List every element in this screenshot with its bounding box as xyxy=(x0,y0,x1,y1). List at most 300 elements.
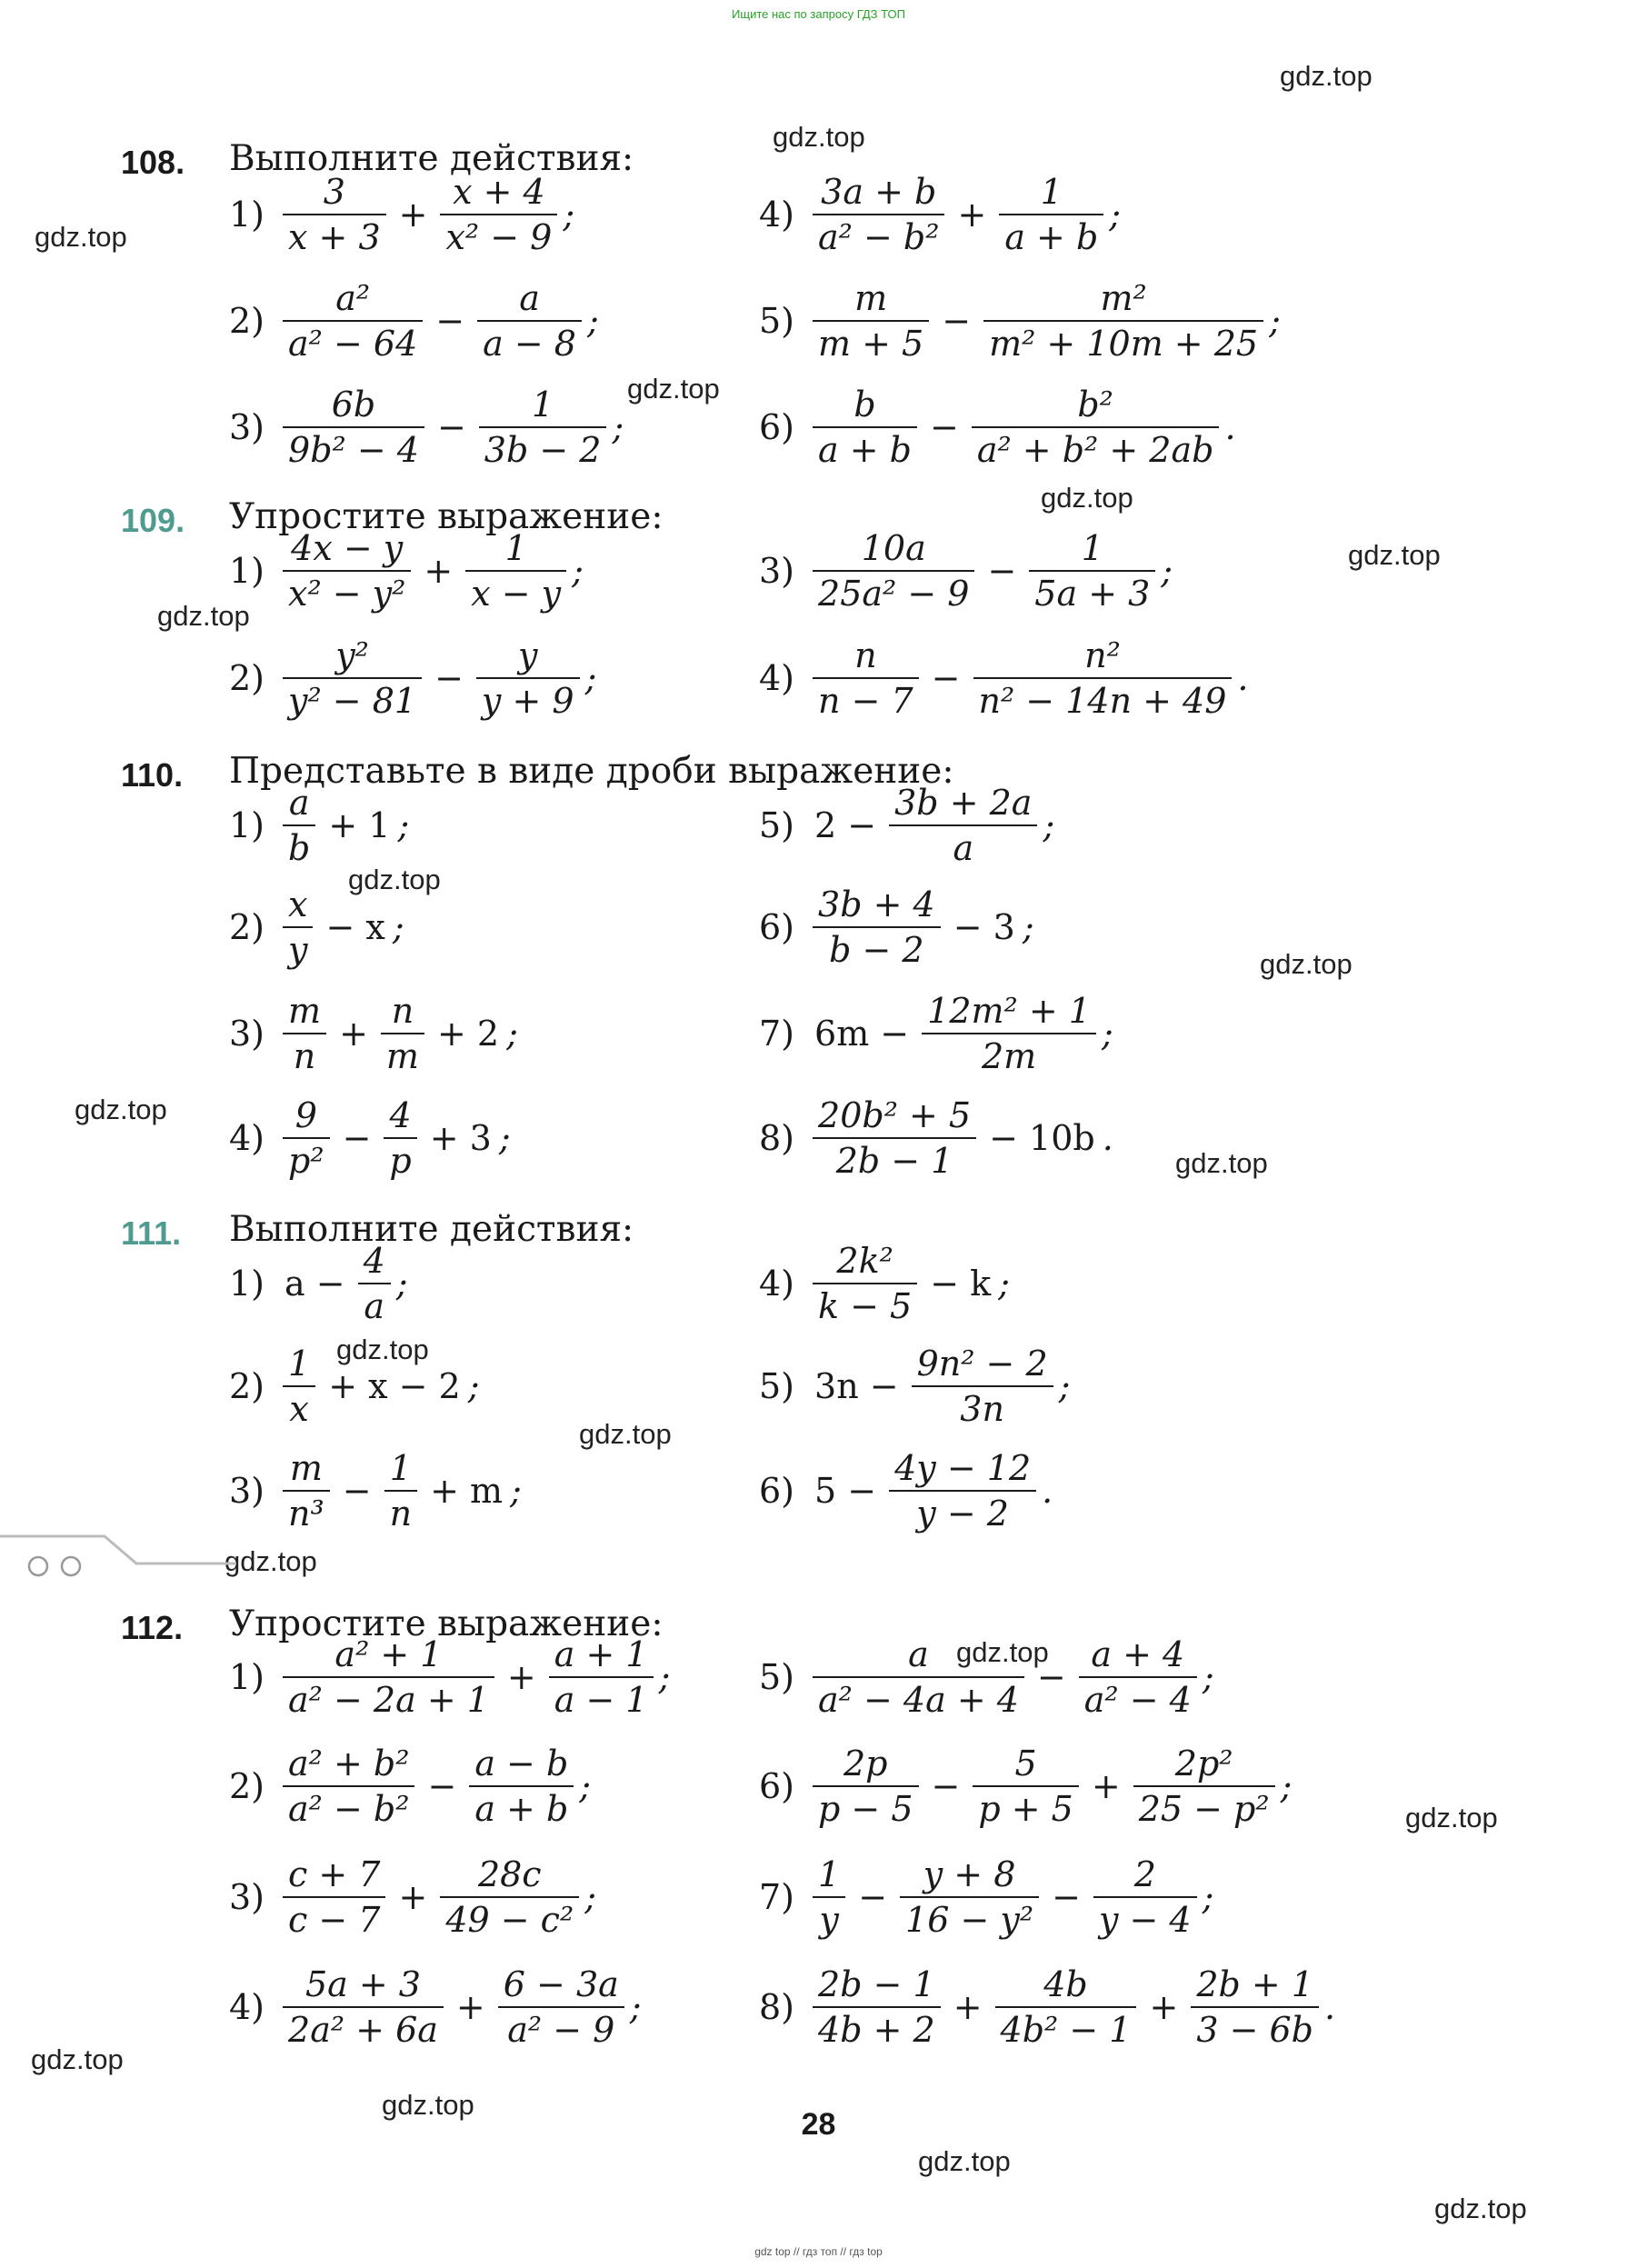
numerator: 2 xyxy=(1133,1854,1156,1894)
denominator: n xyxy=(389,1494,413,1534)
watermark-text: gdz.top xyxy=(1280,60,1372,92)
item-number: 3) xyxy=(759,551,795,591)
numerator: m xyxy=(288,991,322,1031)
denominator: 3 − 6b xyxy=(1196,2010,1313,2050)
operator: − xyxy=(436,407,466,447)
item-number: 6) xyxy=(759,907,795,947)
watermark-text: gdz.top xyxy=(382,2089,474,2121)
tab-circle-icon xyxy=(62,1557,80,1575)
item-number: 2) xyxy=(229,1366,265,1406)
numerator: a xyxy=(519,278,540,318)
fraction xyxy=(900,1854,1039,1940)
fraction xyxy=(813,1743,919,1829)
denominator: x xyxy=(289,1389,309,1429)
operator: − xyxy=(1052,1877,1081,1917)
item-terminator: ; xyxy=(506,1014,518,1054)
problem-title: Упростите выражение: xyxy=(229,1604,664,1644)
denominator: n − 7 xyxy=(818,681,913,721)
denominator: b xyxy=(288,828,311,868)
denominator: 16 − y² xyxy=(905,1900,1034,1940)
fraction xyxy=(1133,1743,1275,1829)
numerator: 4x − y xyxy=(291,528,404,568)
item-number: 5) xyxy=(759,805,795,845)
fraction xyxy=(813,1634,1024,1720)
exercise-item xyxy=(229,377,624,477)
denominator: b − 2 xyxy=(829,930,924,970)
numerator: 10a xyxy=(861,528,926,568)
denominator: a xyxy=(364,1286,385,1326)
item-number: 5) xyxy=(759,1657,795,1697)
problem-number: 109. xyxy=(121,502,185,539)
operator: − xyxy=(342,1118,372,1158)
denominator: 9b² − 4 xyxy=(288,430,419,470)
problem-number: 112. xyxy=(121,1609,184,1646)
denominator: x² − 9 xyxy=(445,217,553,257)
item-number: 4) xyxy=(759,658,795,698)
denominator: m² + 10m + 25 xyxy=(989,324,1259,364)
exercise-item xyxy=(759,1627,1214,1727)
watermark-text: gdz.top xyxy=(225,1545,317,1577)
numerator: 3a + b xyxy=(821,172,937,212)
numerator: 1 xyxy=(389,1448,412,1488)
item-number: 7) xyxy=(759,1014,795,1054)
exercise-item xyxy=(759,271,1281,371)
exercise-item xyxy=(229,1088,511,1188)
item-number: 4) xyxy=(759,1264,795,1304)
fraction xyxy=(469,1743,574,1829)
denominator: a² − 9 xyxy=(507,2010,615,2050)
watermark-text: gdz.top xyxy=(918,2145,1011,2177)
item-number: 3) xyxy=(229,1877,265,1917)
fraction xyxy=(995,1964,1137,2050)
item-terminator: ; xyxy=(579,1766,592,1806)
item-terminator: ; xyxy=(1161,551,1173,591)
fraction xyxy=(283,385,424,470)
operator: + xyxy=(953,1987,983,2027)
watermark-text: gdz.top xyxy=(31,2043,124,2075)
item-terminator: ; xyxy=(395,1264,408,1304)
operator: 6m − xyxy=(814,1014,910,1054)
item-number: 4) xyxy=(229,1118,265,1158)
watermark-text: gdz.top xyxy=(1041,482,1133,514)
denominator: y² − 81 xyxy=(288,681,417,721)
watermark-text: gdz.top xyxy=(1405,1802,1498,1833)
operator: − xyxy=(858,1877,888,1917)
denominator: y − 4 xyxy=(1098,1900,1192,1940)
numerator: 1 xyxy=(1040,172,1063,212)
item-number: 4) xyxy=(759,195,795,235)
operator: + 2 xyxy=(436,1014,500,1054)
fraction xyxy=(983,278,1263,364)
item-terminator: ; xyxy=(1269,301,1281,341)
denominator: 3n xyxy=(960,1389,1004,1429)
fraction xyxy=(1093,1854,1197,1940)
item-terminator: ; xyxy=(1202,1877,1214,1917)
fraction xyxy=(922,991,1096,1076)
operator: − xyxy=(435,301,465,341)
numerator: n xyxy=(391,991,414,1031)
watermark-text: gdz.top xyxy=(773,121,865,153)
exercise-item xyxy=(229,775,409,875)
exercise-item xyxy=(229,521,584,621)
exercise-item xyxy=(229,1441,522,1541)
denominator: 5a + 3 xyxy=(1034,574,1151,614)
denominator: p² xyxy=(288,1141,324,1181)
numerator: 4b xyxy=(1043,1964,1088,2004)
fraction xyxy=(999,172,1103,257)
item-terminator: ; xyxy=(1280,1766,1293,1806)
item-number: 2) xyxy=(229,907,265,947)
denominator: 49 − c² xyxy=(445,1900,574,1940)
denominator: n² − 14n + 49 xyxy=(978,681,1227,721)
denominator: x² − y² xyxy=(288,574,406,614)
denominator: a − 1 xyxy=(554,1680,648,1720)
fraction xyxy=(384,1095,416,1181)
item-terminator: ; xyxy=(629,1987,642,2027)
numerator: 2b − 1 xyxy=(818,1964,935,2004)
item-number: 2) xyxy=(229,658,265,698)
item-terminator: ; xyxy=(612,407,624,447)
item-terminator: ; xyxy=(1022,907,1034,947)
fraction xyxy=(912,1344,1053,1429)
fraction xyxy=(283,1964,444,2050)
operator: + xyxy=(398,195,428,235)
numerator: 3b + 2a xyxy=(894,783,1033,823)
numerator: m² xyxy=(1100,278,1147,318)
exercise-item xyxy=(229,984,518,1084)
numerator: 1 xyxy=(288,1344,311,1384)
fraction xyxy=(813,1095,976,1181)
fraction xyxy=(381,991,424,1076)
watermark-text: gdz.top xyxy=(627,373,720,405)
fraction xyxy=(813,172,944,257)
fraction xyxy=(283,1854,385,1940)
fraction xyxy=(973,635,1233,721)
fraction xyxy=(813,528,974,614)
item-terminator: . xyxy=(1102,1118,1113,1158)
exercise-item xyxy=(229,1336,480,1436)
denominator: a² − 2a + 1 xyxy=(288,1680,489,1720)
numerator: m xyxy=(289,1448,323,1488)
item-number: 8) xyxy=(759,1118,795,1158)
operator: − k xyxy=(930,1264,992,1304)
numerator: 4y − 12 xyxy=(894,1448,1032,1488)
item-terminator: ; xyxy=(658,1657,671,1697)
denominator: 2b − 1 xyxy=(835,1141,953,1181)
numerator: x + 4 xyxy=(453,172,545,212)
denominator: a + b xyxy=(818,430,912,470)
denominator: y − 2 xyxy=(916,1494,1009,1534)
denominator: a² − b² xyxy=(288,1789,410,1829)
item-terminator: . xyxy=(1042,1471,1053,1511)
denominator: n xyxy=(293,1036,316,1076)
operator: − xyxy=(342,1471,372,1511)
exercise-item xyxy=(759,1336,1070,1436)
item-number: 5) xyxy=(759,301,795,341)
denominator: k − 5 xyxy=(818,1286,913,1326)
exercise-item xyxy=(229,165,574,265)
numerator: 1 xyxy=(1081,528,1103,568)
fraction xyxy=(283,528,411,614)
exercise-item xyxy=(759,1736,1292,1836)
numerator: b xyxy=(853,385,876,425)
fraction xyxy=(283,1344,315,1429)
item-terminator: . xyxy=(1324,1987,1336,2027)
header-search-link[interactable]: Ищите нас по запросу ГДЗ ТОП xyxy=(732,7,905,21)
page-tab-decoration xyxy=(0,1527,236,1582)
problem-title: Упростите выражение: xyxy=(229,496,664,537)
operator: − xyxy=(931,658,961,698)
watermark-text: gdz.top xyxy=(1434,2193,1527,2224)
watermark-text: gdz.top xyxy=(348,864,441,895)
item-terminator: ; xyxy=(392,907,404,947)
denominator: a² + b² + 2ab xyxy=(976,430,1214,470)
item-number: 1) xyxy=(229,195,265,235)
operator: − xyxy=(1036,1657,1066,1697)
problem-title: Выполните действия: xyxy=(229,1209,634,1250)
fraction xyxy=(889,1448,1036,1534)
fraction xyxy=(889,783,1037,868)
footer-link[interactable]: gdz top // гдз топ // гдз top xyxy=(754,2245,883,2258)
denominator: p − 5 xyxy=(818,1789,913,1829)
denominator: y xyxy=(288,930,308,970)
exercise-item xyxy=(759,1088,1113,1188)
exercise-item xyxy=(759,1847,1213,1947)
denominator: p xyxy=(389,1141,412,1181)
denominator: y + 9 xyxy=(481,681,574,721)
numerator: 1 xyxy=(504,528,527,568)
item-terminator: . xyxy=(1237,658,1249,698)
operator: + xyxy=(424,551,454,591)
problem-title: Представьте в виде дроби выражение: xyxy=(229,751,954,792)
fraction xyxy=(813,278,929,364)
numerator: 2k² xyxy=(836,1241,893,1281)
numerator: c + 7 xyxy=(288,1854,381,1894)
item-terminator: ; xyxy=(467,1366,480,1406)
watermark-text: gdz.top xyxy=(1175,1147,1268,1179)
watermark-text: gdz.top xyxy=(1348,539,1441,571)
item-number: 6) xyxy=(759,1471,795,1511)
operator: + xyxy=(398,1877,428,1917)
problem-number: 108. xyxy=(121,144,185,181)
denominator: a + b xyxy=(474,1789,569,1829)
exercise-item xyxy=(759,1234,1010,1334)
denominator: 25a² − 9 xyxy=(818,574,970,614)
numerator: 5 xyxy=(1014,1743,1037,1783)
fraction xyxy=(384,1448,417,1534)
numerator: 2b + 1 xyxy=(1196,1964,1313,2004)
exercise-item xyxy=(759,877,1034,977)
denominator: a xyxy=(953,828,974,868)
fraction xyxy=(440,172,557,257)
watermark-text: gdz.top xyxy=(336,1334,429,1365)
item-number: 1) xyxy=(229,1264,265,1304)
item-terminator: ; xyxy=(563,195,575,235)
item-number: 4) xyxy=(229,1987,265,2027)
operator: − 3 xyxy=(953,907,1015,947)
numerator: a² + 1 xyxy=(334,1634,443,1674)
fraction xyxy=(283,783,315,868)
numerator: n² xyxy=(1084,635,1121,675)
operator: 2 − xyxy=(814,805,877,845)
fraction xyxy=(283,1448,330,1534)
exercise-item xyxy=(229,1847,596,1947)
denominator: n³ xyxy=(288,1494,324,1534)
operator: − xyxy=(434,658,464,698)
fraction xyxy=(477,278,582,364)
item-number: 1) xyxy=(229,551,265,591)
item-terminator: ; xyxy=(1043,805,1055,845)
numerator: n xyxy=(854,635,877,675)
denominator: y xyxy=(819,1900,839,1940)
item-number: 3) xyxy=(229,407,265,447)
denominator: 3b − 2 xyxy=(484,430,602,470)
denominator: a² − 4 xyxy=(1083,1680,1192,1720)
denominator: a² − 4a + 4 xyxy=(818,1680,1019,1720)
operator: + xyxy=(1091,1766,1121,1806)
denominator: x − y xyxy=(471,574,562,614)
denominator: 25 − p² xyxy=(1138,1789,1270,1829)
item-terminator: ; xyxy=(1109,195,1122,235)
operator: − xyxy=(987,551,1017,591)
fraction xyxy=(283,884,313,970)
numerator: 6b xyxy=(331,385,376,425)
denominator: a² − b² xyxy=(818,217,940,257)
denominator: m xyxy=(385,1036,419,1076)
denominator: 2m xyxy=(981,1036,1037,1076)
numerator: a + 1 xyxy=(554,1634,648,1674)
item-number: 2) xyxy=(229,301,265,341)
denominator: m + 5 xyxy=(818,324,924,364)
item-terminator: ; xyxy=(1058,1366,1071,1406)
item-number: 7) xyxy=(759,1877,795,1917)
numerator: 2p² xyxy=(1174,1743,1233,1783)
item-terminator: ; xyxy=(998,1264,1010,1304)
fraction xyxy=(498,1964,624,2050)
numerator: a xyxy=(288,783,310,823)
operator: − xyxy=(930,407,959,447)
numerator: a + 4 xyxy=(1091,1634,1185,1674)
item-number: 8) xyxy=(759,1987,795,2027)
exercise-item xyxy=(229,271,599,371)
item-number: 6) xyxy=(759,1766,795,1806)
watermark-text: gdz.top xyxy=(75,1094,167,1125)
item-number: 1) xyxy=(229,805,265,845)
fraction xyxy=(283,1634,494,1720)
fraction xyxy=(813,1964,941,2050)
exercise-item xyxy=(759,628,1249,728)
exercise-item xyxy=(229,628,596,728)
item-terminator: ; xyxy=(584,1877,597,1917)
denominator: p + 5 xyxy=(978,1789,1073,1829)
fraction xyxy=(813,1854,845,1940)
operator: + m xyxy=(430,1471,504,1511)
numerator: 6 − 3a xyxy=(503,1964,619,2004)
operator: − xyxy=(427,1766,457,1806)
operator: + xyxy=(339,1014,368,1054)
item-number: 1) xyxy=(229,1657,265,1697)
operator: + xyxy=(506,1657,536,1697)
numerator: y + 8 xyxy=(923,1854,1016,1894)
operator: a − xyxy=(284,1264,345,1304)
denominator: a − 8 xyxy=(483,324,576,364)
fraction xyxy=(1079,1634,1197,1720)
fraction xyxy=(973,1743,1079,1829)
numerator: 9n² − 2 xyxy=(916,1344,1048,1384)
problem-number: 111. xyxy=(121,1214,182,1252)
denominator: 4b + 2 xyxy=(818,2010,935,2050)
numerator: y xyxy=(518,635,538,675)
item-terminator: . xyxy=(1224,407,1236,447)
item-terminator: ; xyxy=(586,301,599,341)
fraction xyxy=(549,1634,654,1720)
fraction xyxy=(465,528,566,614)
fraction xyxy=(283,1743,414,1829)
item-terminator: ; xyxy=(1101,1014,1113,1054)
problem-title: Выполните действия: xyxy=(229,138,634,179)
numerator: m xyxy=(854,278,888,318)
fraction xyxy=(283,1095,330,1181)
numerator: a² xyxy=(335,278,371,318)
numerator: 28c xyxy=(477,1854,542,1894)
watermark-text: gdz.top xyxy=(1260,948,1353,980)
numerator: 1 xyxy=(532,385,554,425)
exercise-item xyxy=(759,377,1236,477)
operator: − xyxy=(942,301,972,341)
operator: + 3 xyxy=(429,1118,492,1158)
fraction xyxy=(283,278,423,364)
fraction xyxy=(283,991,326,1076)
fraction xyxy=(283,635,422,721)
numerator: 9 xyxy=(294,1095,317,1135)
numerator: 12m² + 1 xyxy=(927,991,1091,1031)
item-number: 3) xyxy=(229,1471,265,1511)
numerator: 5a + 3 xyxy=(304,1964,421,2004)
numerator: 2p xyxy=(843,1743,888,1783)
exercise-item xyxy=(229,1234,408,1334)
exercise-item xyxy=(229,877,404,977)
watermark-text: gdz.top xyxy=(956,1636,1049,1668)
numerator: 20b² + 5 xyxy=(818,1095,972,1135)
fraction xyxy=(813,884,941,970)
exercise-item xyxy=(229,1627,670,1727)
fraction xyxy=(1191,1964,1319,2050)
numerator: y² xyxy=(335,635,369,675)
fraction xyxy=(1029,528,1155,614)
exercise-item xyxy=(759,521,1173,621)
denominator: a² − 64 xyxy=(288,324,418,364)
operator: − x xyxy=(325,907,385,947)
operator: + 1 xyxy=(328,805,391,845)
tab-circle-icon xyxy=(29,1557,47,1575)
operator: + x − 2 xyxy=(328,1366,461,1406)
item-number: 6) xyxy=(759,407,795,447)
fraction xyxy=(440,1854,579,1940)
numerator: 3b + 4 xyxy=(818,884,935,924)
operator: + xyxy=(455,1987,485,2027)
item-terminator: ; xyxy=(498,1118,511,1158)
watermark-text: gdz.top xyxy=(579,1418,672,1450)
exercise-item xyxy=(759,984,1113,1084)
exercise-item xyxy=(759,165,1121,265)
numerator: 3 xyxy=(323,172,345,212)
item-number: 5) xyxy=(759,1366,795,1406)
denominator: 2a² + 6a xyxy=(288,2010,438,2050)
fraction xyxy=(476,635,580,721)
operator: 3n − xyxy=(814,1366,899,1406)
operator: 5 − xyxy=(814,1471,877,1511)
watermark-text: gdz.top xyxy=(157,600,250,632)
